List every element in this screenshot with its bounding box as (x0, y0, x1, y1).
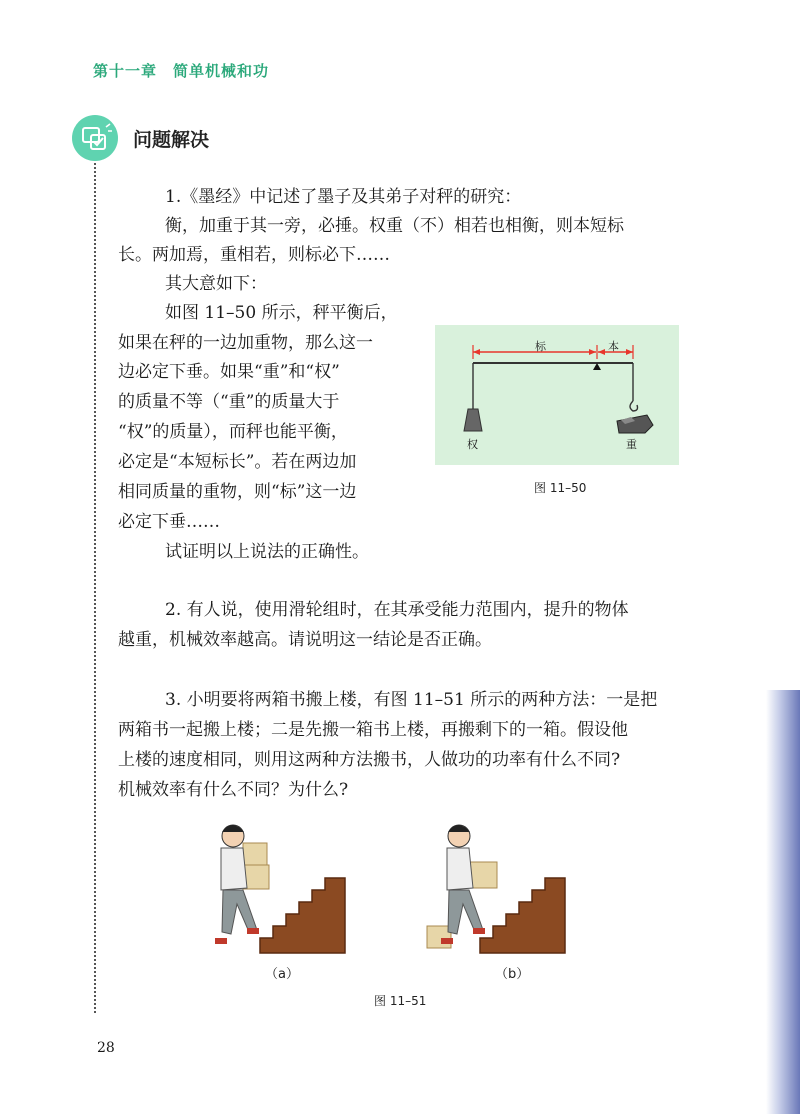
label-biao: 标 (535, 340, 546, 353)
q2-line-1: 2. 有人说，使用滑轮组时，在其承受能力范围内，提升的物体 (165, 600, 629, 620)
figure-11-50-caption: 图 11–50 (534, 481, 587, 495)
q1-line-4: 其大意如下： (165, 274, 267, 294)
q1-line-5: 如图 11–50 所示，秤平衡后， (165, 303, 398, 323)
problem-solving-icon (72, 115, 118, 161)
q1-line-13: 试证明以上说法的正确性。 (165, 542, 369, 562)
q3-line-4: 机械效率有什么不同？为什么? (118, 780, 349, 800)
q1-line-11: 相同质量的重物，则“标”这一边 (118, 482, 357, 502)
decorative-edge-band (766, 690, 800, 1114)
q1-line-7: 边必定下垂。如果“重”和“权” (118, 362, 340, 382)
q3-line-3: 上楼的速度相同，则用这两种方法搬书，人做功的功率有什么不同? (118, 750, 621, 770)
section-title: 问题解决 (133, 129, 210, 151)
figure-label-a: （a） (265, 967, 299, 982)
q1-line-3: 长。两加焉，重相若，则标必下…… (118, 245, 390, 265)
q3-line-1: 3. 小明要将两箱书搬上楼，有图 11–51 所示的两种方法：一是把 (165, 690, 658, 710)
q1-line-6: 如果在秤的一边加重物，那么这一 (118, 333, 373, 353)
chapter-header: 第十一章 简单机械和功 (93, 62, 270, 80)
label-zhong: 重 (626, 438, 637, 451)
label-ben: 本 (608, 340, 619, 353)
carrying-two-boxes-illustration (205, 818, 355, 958)
q2-line-2: 越重，机械效率越高。请说明这一结论是否正确。 (118, 630, 492, 650)
label-quan: 权 (467, 438, 478, 451)
q3-line-2: 两箱书一起搬上楼；二是先搬一箱书上楼，再搬剩下的一箱。假设他 (118, 720, 628, 740)
q1-line-9: “权”的质量），而秤也能平衡， (118, 422, 348, 442)
q1-line-1: 1.《墨经》中记述了墨子及其弟子对秤的研究： (165, 187, 522, 207)
figure-label-b: （b） (495, 967, 530, 982)
page-number: 28 (97, 1040, 115, 1056)
q1-line-8: 的质量不等（“重”的质量大于 (118, 392, 340, 412)
q1-line-10: 必定是“本短标长”。若在两边加 (118, 452, 357, 472)
carrying-one-box-illustration (425, 818, 575, 958)
q1-line-2: 衡，加重于其一旁，必捶。权重（不）相若也相衡，则本短标 (165, 216, 624, 236)
figure-11-51-caption: 图 11–51 (374, 994, 427, 1008)
dotted-margin-line (94, 163, 96, 1013)
q1-line-12: 必定下垂…… (118, 512, 220, 532)
